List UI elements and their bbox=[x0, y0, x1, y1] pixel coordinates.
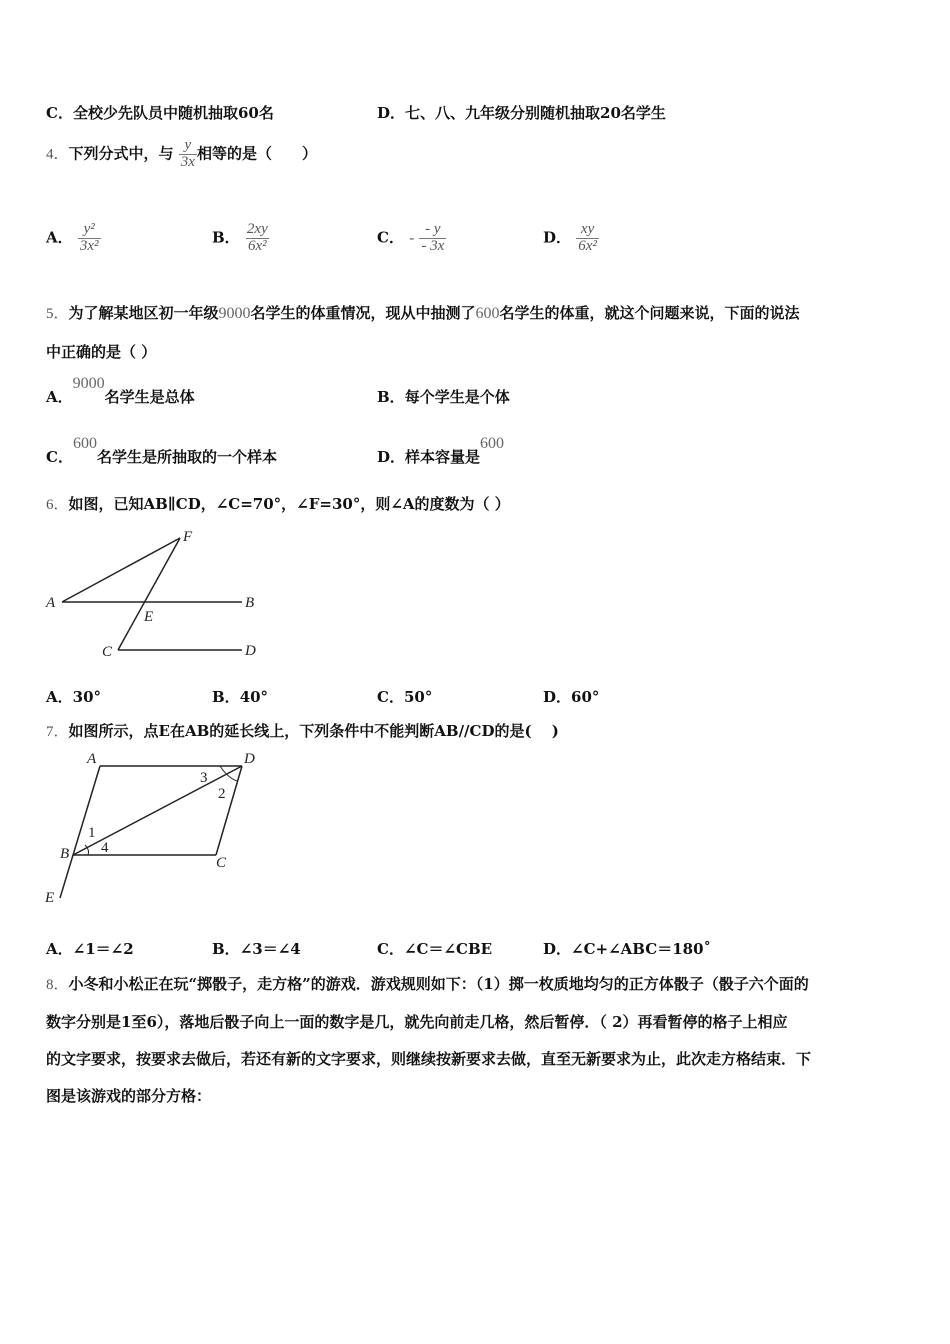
label-a: A bbox=[46, 595, 56, 611]
q5-stem-line1: 5．为了解某地区初一年级9000名学生的体重情况，现从中抽测了600名学生的体重，就这个问题来说，下面的说法 bbox=[46, 304, 800, 322]
stem-text: 下列分式中，与 bbox=[68, 144, 174, 163]
option-text: 七、八、九年级分别随机抽取20名学生 bbox=[405, 104, 666, 122]
option-label: D． bbox=[377, 104, 406, 122]
q8-line3: 的文字要求，按要求去做后，若还有新的文字要求，则继续按新要求去做，直至无新要求为止，此次走方格结束．下 bbox=[46, 1050, 812, 1068]
segment-bd bbox=[73, 766, 242, 855]
fraction-y-over-3x: $\frac{y}{3x}$ bbox=[180, 137, 195, 170]
minus-sign: - bbox=[409, 230, 415, 247]
q7-figure bbox=[40, 748, 270, 908]
q6-figure bbox=[40, 526, 280, 666]
option-label: C． bbox=[46, 104, 73, 122]
label-f: F bbox=[183, 529, 193, 545]
q3-option-d bbox=[377, 102, 666, 123]
angle-4: 4 bbox=[101, 840, 109, 856]
option-fraction: $\frac{\text{y²}}{\text{3x²}}$ bbox=[79, 221, 99, 254]
q8-line1: 8．小冬和小松正在玩“掷骰子，走方格”的游戏．游戏规则如下：（1）掷一枚质地均匀的正方体骰子（骰子六个面的 bbox=[46, 975, 809, 993]
value-600: 600 bbox=[480, 435, 505, 452]
label-c: C bbox=[102, 644, 113, 660]
option-fraction: $\frac{xy}{\text{6x²}}$ bbox=[578, 221, 597, 254]
question-number: 4． bbox=[46, 146, 69, 163]
segment-dc bbox=[216, 766, 242, 855]
label-b: B bbox=[245, 595, 255, 611]
angle-1: 1 bbox=[88, 825, 96, 841]
q4-option-b: B． $\frac{2xy}{\text{6x²}}$ bbox=[212, 221, 268, 254]
q7-option-d: D．∠C+∠ABC＝180˚ bbox=[543, 940, 712, 958]
label-a: A bbox=[87, 751, 97, 767]
label-e: E bbox=[45, 890, 55, 906]
label-c: C bbox=[216, 855, 227, 871]
label-d: D bbox=[244, 751, 255, 767]
q6-option-b: B．40° bbox=[212, 688, 269, 706]
q4-option-c: C． - $\frac{- y}{- 3x}$ bbox=[377, 221, 445, 254]
q5-option-a: A．9000名学生是总体 bbox=[46, 375, 195, 406]
q4-option-a: A． $\frac{\text{y²}}{\text{3x²}}$ bbox=[46, 221, 99, 254]
number-9000: 9000 bbox=[218, 305, 251, 322]
q5-option-c: C．600名学生是所抽取的一个样本 bbox=[46, 435, 277, 466]
q6-option-a: A．30° bbox=[46, 688, 102, 706]
angle-2: 2 bbox=[218, 786, 226, 802]
option-fraction: $\frac{2xy}{\text{6x²}}$ bbox=[246, 221, 268, 254]
value-9000: 9000 bbox=[72, 375, 105, 392]
question-number: 7． bbox=[46, 724, 69, 740]
option-text: 全校少先队员中随机抽取60名 bbox=[72, 104, 274, 122]
q7-stem: 7．如图所示，点E在AB的延长线上，下列条件中不能判断AB//CD的是( ) bbox=[46, 722, 559, 740]
q6-stem: 6．如图，已知AB∥CD，∠C=70°，∠F=30°，则∠A的度数为（ ） bbox=[46, 495, 510, 513]
angle-3: 3 bbox=[200, 770, 208, 786]
q5-option-d: D．样本容量是600 bbox=[377, 435, 505, 466]
label-b: B bbox=[60, 846, 70, 862]
q7-option-b: B．∠3＝∠4 bbox=[212, 940, 301, 958]
label-e: E bbox=[144, 609, 154, 625]
q7-option-c: C．∠C＝∠CBE bbox=[377, 940, 493, 958]
q5-stem-line2: 中正确的是（ ） bbox=[46, 343, 157, 361]
q7-option-a: A．∠1＝∠2 bbox=[46, 940, 134, 958]
q5-option-b: B．每个学生是个体 bbox=[377, 388, 510, 406]
q4-option-d: D． $\frac{xy}{\text{6x²}}$ bbox=[543, 221, 597, 254]
q6-option-d: D．60° bbox=[543, 688, 600, 706]
question-number: 8． bbox=[46, 977, 69, 993]
question-number: 5． bbox=[46, 306, 69, 322]
q3-option-c bbox=[46, 102, 274, 123]
q4-stem bbox=[46, 138, 317, 171]
question-number: 6． bbox=[46, 497, 69, 513]
value-600: 600 bbox=[72, 435, 97, 452]
q8-line4: 图是该游戏的部分方格： bbox=[46, 1087, 212, 1105]
number-600: 600 bbox=[475, 305, 500, 322]
q8-line2: 数字分别是1至6），落地后骰子向上一面的数字是几，就先向前走几格，然后暂停．（ 2）再看暂停的格子上相应 bbox=[46, 1013, 788, 1031]
option-fraction: $\frac{- y}{- 3x}$ bbox=[421, 221, 445, 254]
q6-option-c: C．50° bbox=[377, 688, 433, 706]
label-d: D bbox=[245, 643, 256, 659]
stem-text: 相等的是（ ） bbox=[196, 144, 317, 163]
